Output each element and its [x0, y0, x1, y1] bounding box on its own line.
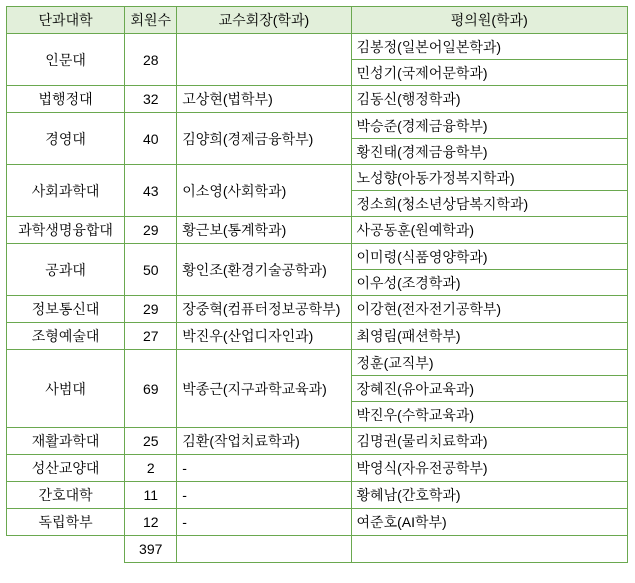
cell-chair: 박종근(지구과학교육과) [177, 350, 351, 428]
cell-representative: 황혜남(간호학과) [351, 482, 627, 509]
cell-member-count: 69 [125, 350, 177, 428]
cell-member-count: 32 [125, 86, 177, 113]
table-row [7, 323, 628, 350]
cell-member-count: 11 [125, 482, 177, 509]
table-row [7, 86, 628, 113]
cell-representative: 황진태(경제금융학부) [351, 139, 627, 165]
table-total-row [7, 536, 628, 563]
cell-college: 과학생명융합대 [7, 217, 125, 244]
cell-member-count: 25 [125, 428, 177, 455]
cell-college: 사범대 [7, 350, 125, 428]
cell-college: 재활과학대 [7, 428, 125, 455]
cell-chair: 이소영(사회학과) [177, 165, 351, 217]
cell-representative: 김명권(물리치료학과) [351, 428, 627, 455]
cell-member-count: 29 [125, 217, 177, 244]
cell-representative: 이우성(조경학과) [351, 270, 627, 296]
cell-total-representative [351, 536, 627, 563]
cell-college: 독립학부 [7, 509, 125, 536]
table-row [7, 217, 628, 244]
cell-college: 간호대학 [7, 482, 125, 509]
cell-representative: 정훈(교직부) [351, 350, 627, 376]
cell-chair: 장중혁(컴퓨터정보공학부) [177, 296, 351, 323]
cell-chair: - [177, 509, 351, 536]
cell-member-count: 43 [125, 165, 177, 217]
table-row [7, 244, 628, 270]
cell-chair: 박진우(산업디자인과) [177, 323, 351, 350]
cell-chair: 김환(작업치료학과) [177, 428, 351, 455]
cell-total-chair [177, 536, 351, 563]
cell-total-count: 397 [125, 536, 177, 563]
column-header-college: 단과대학 [7, 7, 125, 34]
cell-representative: 정소희(청소년상담복지학과) [351, 191, 627, 217]
membership-table [6, 6, 628, 563]
header-row [7, 7, 628, 34]
cell-college: 인문대 [7, 34, 125, 86]
table-row [7, 428, 628, 455]
cell-representative: 이강현(전자전기공학부) [351, 296, 627, 323]
cell-college: 사회과학대 [7, 165, 125, 217]
cell-representative: 박승준(경제금융학부) [351, 113, 627, 139]
cell-chair: 고상현(법학부) [177, 86, 351, 113]
cell-chair: 황인조(환경기술공학과) [177, 244, 351, 296]
cell-college: 공과대 [7, 244, 125, 296]
cell-representative: 이미령(식품영양학과) [351, 244, 627, 270]
cell-representative: 박진우(수학교육과) [351, 402, 627, 428]
column-header-member-count: 회원수 [125, 7, 177, 34]
cell-representative: 여준호(AI학부) [351, 509, 627, 536]
cell-chair: 김양희(경제금융학부) [177, 113, 351, 165]
table-body [7, 34, 628, 563]
cell-chair: 황근보(통계학과) [177, 217, 351, 244]
cell-representative: 박영식(자유전공학부) [351, 455, 627, 482]
cell-member-count: 2 [125, 455, 177, 482]
cell-member-count: 50 [125, 244, 177, 296]
cell-member-count: 28 [125, 34, 177, 86]
cell-college: 정보통신대 [7, 296, 125, 323]
cell-representative: 민성기(국제어문학과) [351, 60, 627, 86]
cell-college: 경영대 [7, 113, 125, 165]
table-row [7, 509, 628, 536]
cell-member-count: 40 [125, 113, 177, 165]
cell-representative: 최영림(패션학부) [351, 323, 627, 350]
cell-chair: - [177, 455, 351, 482]
column-header-representative: 평의원(학과) [351, 7, 627, 34]
column-header-chair: 교수회장(학과) [177, 7, 351, 34]
cell-representative: 노성향(아동가정복지학과) [351, 165, 627, 191]
table-row [7, 482, 628, 509]
cell-college: 법행정대 [7, 86, 125, 113]
table-row [7, 296, 628, 323]
spreadsheet-sheet [0, 6, 635, 583]
table-row [7, 34, 628, 60]
table-row [7, 350, 628, 376]
cell-representative: 사공동훈(원예학과) [351, 217, 627, 244]
table-row [7, 165, 628, 191]
cell-college: 조형예술대 [7, 323, 125, 350]
table-header [7, 7, 628, 34]
cell-chair [177, 34, 351, 86]
cell-representative: 김봉정(일본어일본학과) [351, 34, 627, 60]
cell-member-count: 27 [125, 323, 177, 350]
table-row [7, 113, 628, 139]
cell-member-count: 12 [125, 509, 177, 536]
cell-total-blank [7, 536, 125, 563]
cell-representative: 장혜진(유아교육과) [351, 376, 627, 402]
cell-member-count: 29 [125, 296, 177, 323]
cell-representative: 김동신(행정학과) [351, 86, 627, 113]
cell-chair: - [177, 482, 351, 509]
cell-college: 성산교양대 [7, 455, 125, 482]
table-row [7, 455, 628, 482]
